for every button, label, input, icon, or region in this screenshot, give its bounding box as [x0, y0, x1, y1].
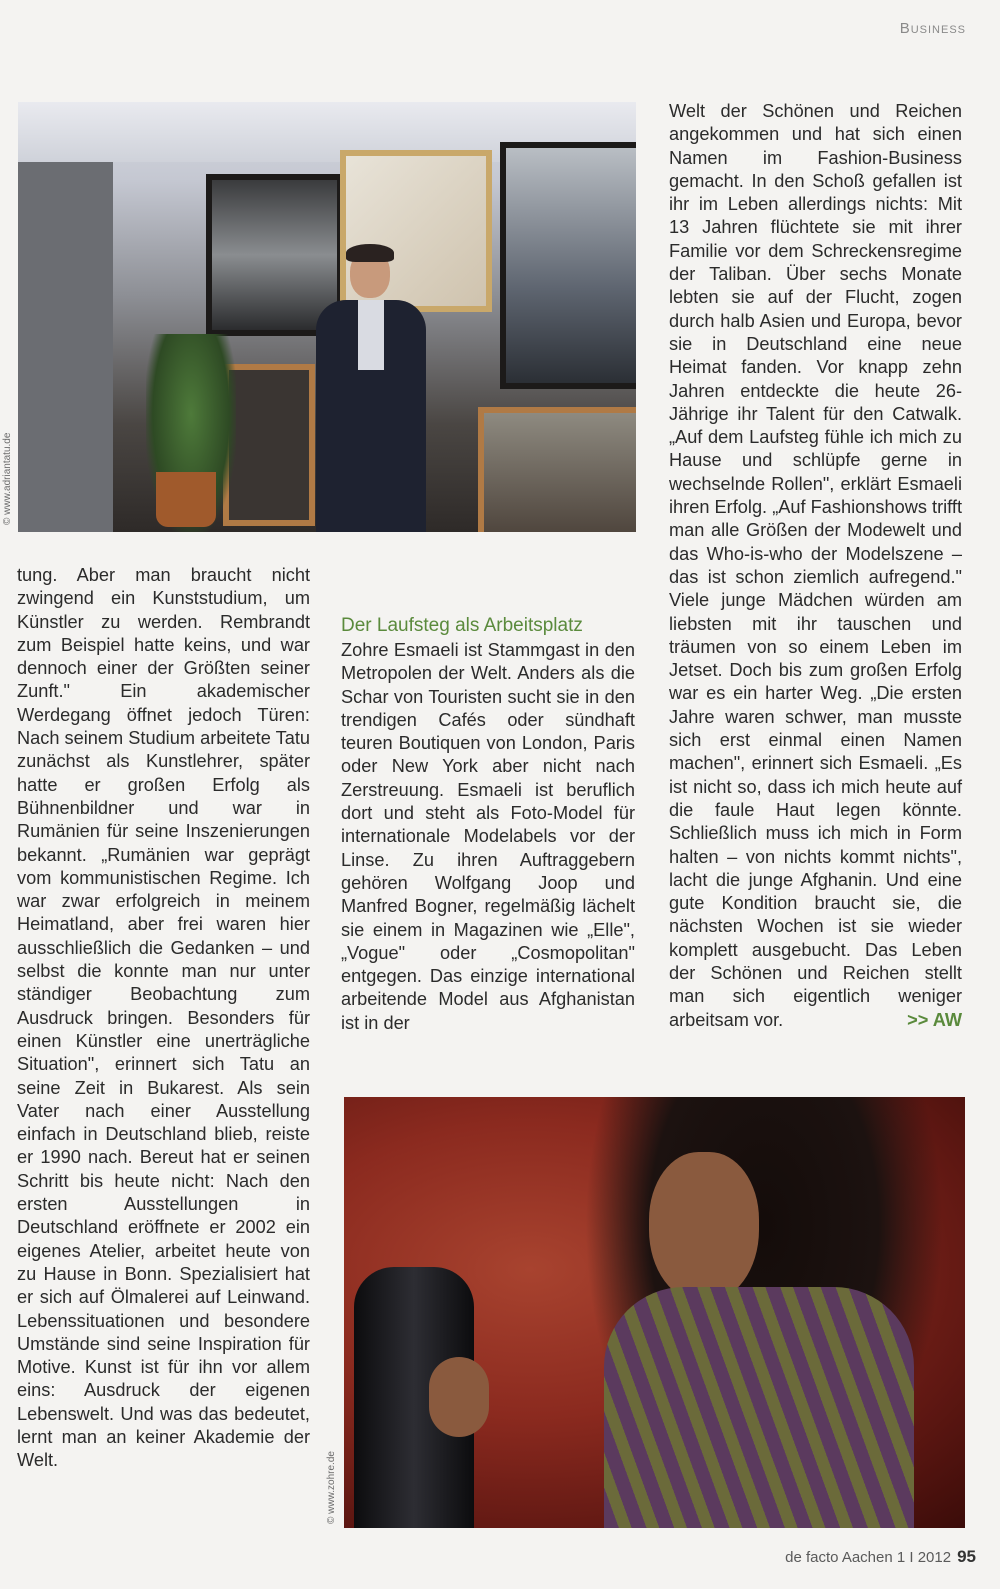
article-column-left	[17, 564, 310, 1473]
page-footer	[785, 1547, 976, 1567]
page-number: 95	[957, 1547, 976, 1566]
article-column-right	[669, 100, 962, 1032]
photo-credit-top: © www.adriantatu.de	[2, 432, 13, 525]
gallery-photo	[18, 102, 636, 532]
photo-credit-bottom: © www.zohre.de	[326, 1451, 337, 1524]
section-label: Business	[899, 20, 966, 37]
model-photo	[344, 1097, 965, 1528]
article-text-left: tung. Aber man braucht nicht zwingend ein Kunststudium, um Künstler zu werden. Rembrandt zum Beispiel hatte keins, und war dennoch einer der Größten seiner Zunft." Ein akademischer Werdegang öffnet jedoch Türen: Nach seinem Studium arbeitete Tatu zunächst als Kunstlehrer, später hatte er großen Erfolg als Bühnenbildner und war in Rumänien für seine Inszenierungen bekannt. „Rumänien war geprägt vom kommunistischen Regime. Ich war zwar erfolgreich in meinem Heimatland, aber frei waren hier ausschließlich die Gedanken – und selbst die konnte man nur unter ständiger Beobachtung zum Ausdruck bringen. Besonders für einen Künstler eine unerträgliche Situation", erinnert sich Tatu an seine Zeit in Bukarest. Als sein Vater nach einer Ausstellung einfach in Deutschland blieb, reiste er 1990 nach. Bereut hat er seinen Schritt bis heute nicht: Nach den ersten Ausstellungen in Deutschland eröffnete er 2002 ein eigenes Atelier, arbeitet heute von zu Hause in Bonn. Spezialisiert hat er sich auf Ölmalerei auf Leinwand. Lebenssituationen und besondere Umstände sind seine Inspiration für Motive. Kunst ist für ihn vor allem eins: Ausdruck der eigenen Lebenswelt. Und was das bedeutet, lernt man an keiner Akademie der Welt.	[17, 565, 310, 1471]
article-text-right: Welt der Schönen und Reichen angekommen und hat sich einen Namen im Fashion-Business gemacht. In den Schoß gefallen ist ihr im Leben allerdings nichts: Mit 13 Jahren flüchtete sie mit ihrer Familie vor dem Schreckensregime der Taliban. Über sechs Monate lebten sie auf der Flucht, zogen durch halb Asien und Europa, bevor sie in Deutschland eine neue Heimat fanden. Vor knapp zehn Jahren entdeckte die heute 26-Jährige ihr Talent für den Catwalk. „Auf dem Laufsteg fühle ich mich zu Hause und schlüpfe gerne in wechselnde Rollen", erklärt Esmaeli ihren Erfolg. „Auf Fashionshows trifft man alle Größen der Modewelt und das Who-is-who der Modelszene – das ist schon ziemlich aufregend." Viele junge Mädchen würden am liebsten mit ihr tauschen und träumen von so einem Leben im Jetset. Doch bis zum großen Erfolg war es ein harter Weg. „Die ersten Jahre waren schwer, man musste sich erst einmal einen Namen machen", erinnert sich Esmaeli. „Es ist nicht so, dass ich mich heute auf die faule Haut legen könnte. Schließlich muss ich mich in Form halten – von nichts kommt nichts", lacht die junge Afghanin. Und eine gute Kondition braucht sie, die nächsten Wochen ist sie wieder komplett ausgebucht. Das Leben der Schönen und Reichen stellt man sich eigentlich weniger arbeitsam vor. >> AW	[669, 100, 962, 1032]
article-subhead: Der Laufsteg als Arbeitsplatz	[341, 615, 583, 636]
magazine-issue: de facto Aachen 1 I 2012	[785, 1549, 952, 1566]
article-column-middle	[341, 614, 635, 1035]
article-text-middle: Zohre Esmaeli ist Stammgast in den Metropolen der Welt. Anders als die Schar von Touristen sucht sie in den trendigen Cafés oder sündhaft teuren Boutiquen von London, Paris oder New York aber nicht nach Zerstreuung. Esmaeli ist beruflich dort und steht als Foto-Model für internationale Modelabels vor der Linse. Zu ihren Auftraggebern gehören Wolfgang Joop und Manfred Bogner, regelmäßig lächelt sie einem in Magazinen wie „Elle", „Vogue" oder „Cosmopolitan" entgegen. Das einzige international arbeitende Model aus Afghanistan ist in der	[341, 640, 635, 1033]
author-signature: >> AW	[907, 1009, 962, 1030]
